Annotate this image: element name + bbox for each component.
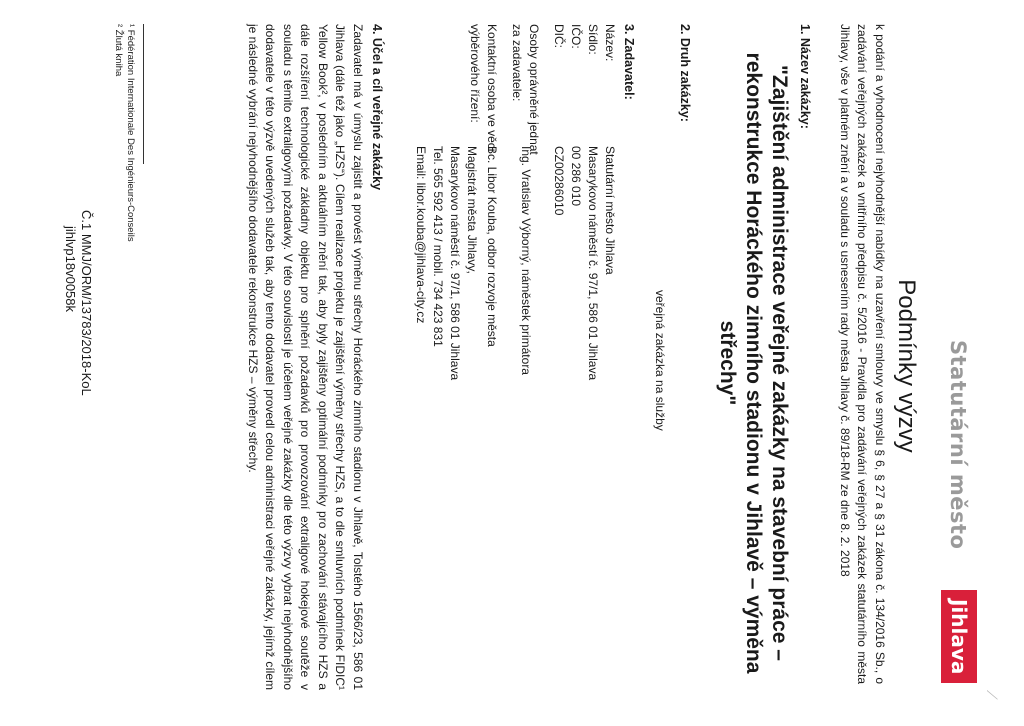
brand-logo <box>934 332 978 692</box>
authorized-label-1: Osoby oprávněné jednat <box>527 24 541 155</box>
ico-value: 00 286 010 <box>569 146 583 207</box>
footnote-divider <box>143 24 144 164</box>
contracting-name-label: Název: <box>603 24 617 62</box>
contracting-name-value: Statutární město Jihlava <box>603 146 617 275</box>
intro-paragraph: k podání a vyhodnocení nejvhodnější nabídky na uzavření smlouvy ve smyslu § 6, § 27 a § 31 zákona č. 134/2016 Sb., o zadávání veřejných zakázek a vnitřního předpisu č. 5/2016 - Pravidla pro zadávání veřejných zakázek statutárního města Jihlavy, vše v platném znění a v souladu s usnesením rady města Jihlavy č. 89/18-RM ze dne 8. 2. 2018 <box>838 24 887 684</box>
brand-box: Jihlava <box>941 590 977 683</box>
reference-code: jihlvp18v0058k <box>63 226 78 313</box>
contact-email: Email: libor.kouba@jihlava-city.cz <box>414 146 428 324</box>
section4-paragraph: Zadavatel má v úmyslu zajistit a provést výměnu střechy Horáckého zimního stadionu v Jihlavě, Tolstého 1566/23, 586 01 Jihlava (dále též jako „HZS“). Cílem realizace projektu je zajištění výměny střechy HZS, a to dle smluvních podmínek FIDIC¹ Yellow Book², v posledním a aktuálním znění tak, aby byly zajištěny optimální podmínky pro zachování stávajícího HZS a dále rozšíření technologické základny objektu pro splnění požadavků pro provozování extraligové hokejové soutěže v souladu s těmito extraligovými požadavky. V této souvislosti je účelem veřejné zakázky dle této výzvy vybrat nejvhodnějšího dodavatele v této výzvě uvedených služeb tak, aby tento dodavatel provedl celou administraci veřejné zakázky, jejímž cílem je následné vybrání nejvhodnějšího dodavatele rekonstrukce HZS – výměny střechy. <box>246 24 365 690</box>
contact-line-3: Masarykovo náměstí č. 97/1, 586 01 Jihlava <box>448 146 462 381</box>
scan-mark-icon: ⟋ <box>984 690 1000 700</box>
section4-heading: 4. Účel a cíl veřejné zakázky <box>370 24 384 191</box>
dic-label: DIČ: <box>552 24 566 48</box>
authorized-label-2: za zadavatele: <box>510 24 524 102</box>
project-title: "Zajištění administrace veřejné zakázky na stavební práce – rekonstrukce Horáckého zimního stadionu v Jihlavě – výměna střechy" <box>716 52 791 674</box>
footnote-2: ² Žlutá kniha <box>113 24 124 77</box>
footnote-1: ¹ Fédération Internationale Des Ingénieurs-Conseils <box>125 24 136 242</box>
authorized-value: Ing. Vratislav Výborný, náměstek primátora <box>519 146 533 375</box>
contract-type: veřejná zakázka na služby <box>653 290 667 431</box>
contact-line-1: Bc. Libor Kouba, odbor rozvoje města <box>485 146 499 347</box>
seat-label: Sídlo: <box>586 24 600 55</box>
dic-value: CZ00286010 <box>552 146 566 216</box>
page-title: Podmínky výzvy <box>893 279 920 453</box>
ico-label: IČO: <box>569 24 583 49</box>
contact-label-1: Kontaktní osoba ve věci <box>485 24 499 152</box>
reference-number: Č.1 MMJ/ORM/13783/2018-KoL <box>79 210 94 396</box>
contact-line-2: Magistrát města Jihlavy, <box>465 146 479 274</box>
seat-value: Masarykovo náměstí č. 97/1, 586 01 Jihlava <box>586 146 600 381</box>
contact-label-2: výběrového řízení: <box>468 24 482 123</box>
section2-heading: 2. Druh zakázky: <box>678 24 692 122</box>
section3-heading: 3. Zadavatel: <box>622 24 636 100</box>
contact-line-4: Tel. 565 592 413 / mobil. 734 423 831 <box>431 146 445 347</box>
brand-text: Statutární město <box>946 340 970 550</box>
section1-heading: 1. Název zakázky: <box>798 24 812 129</box>
